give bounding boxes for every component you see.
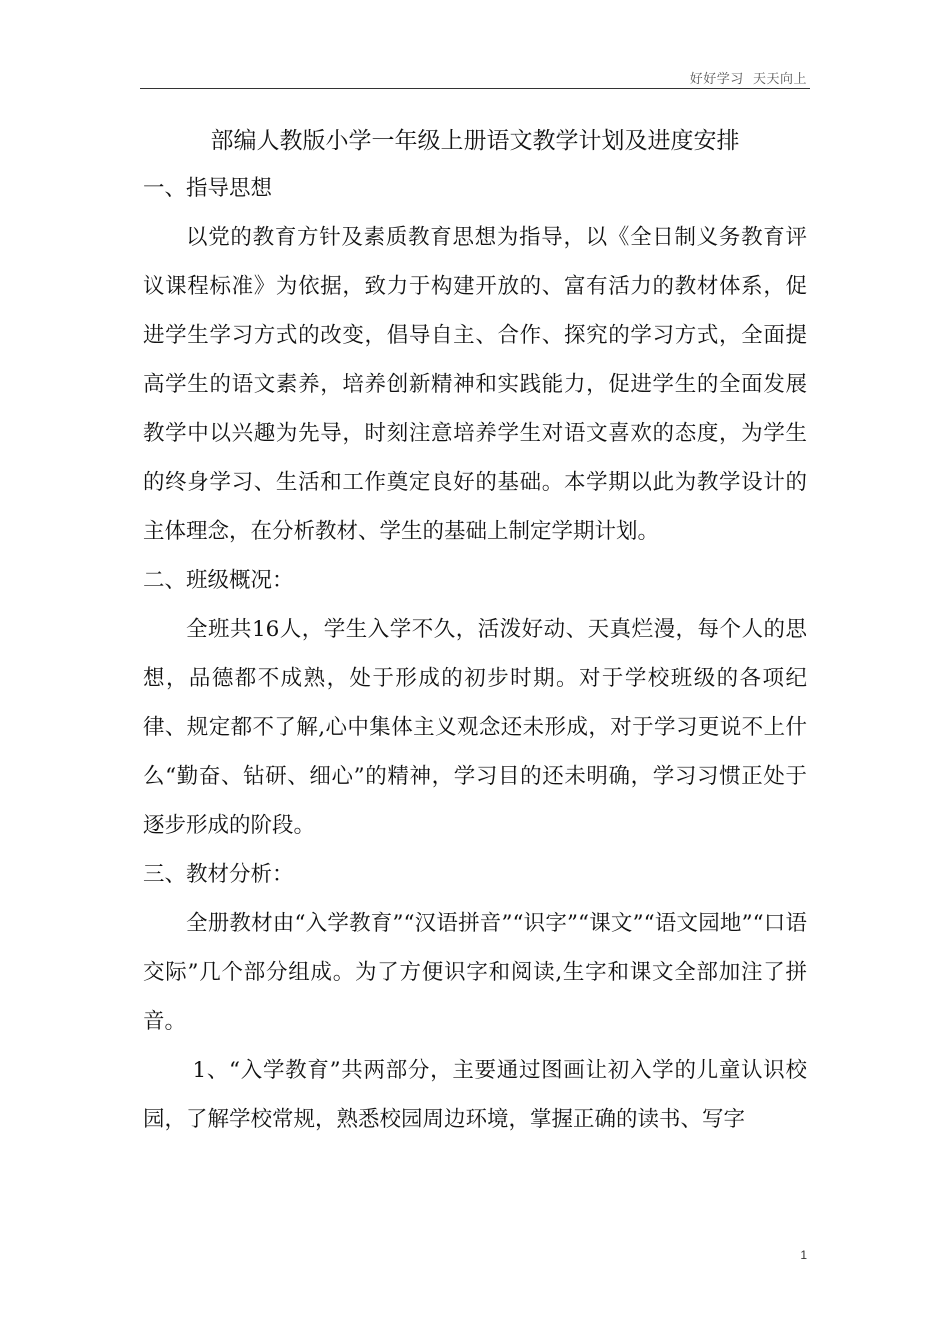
paragraph-class-overview: 全班共16人，学生入学不久，活泼好动、天真烂漫，每个人的思想，品德都不成熟，处于形成的初步时期。对于学校班级的各项纪律、规定都不了解,心中集体主义观念还未形成，对于学习更说不上什么“勤奋、钻研、细心”的精神，学习目的还未明确，学习习惯正处于逐步形成的阶段。 — [143, 617, 807, 838]
section-heading-class-overview: 二、班级概况： — [143, 568, 294, 593]
header-divider — [140, 88, 810, 89]
section-heading-guiding-ideology: 一、指导思想 — [143, 176, 273, 201]
section-heading-textbook-analysis: 三、教材分析： — [143, 862, 294, 887]
page-number: 1 — [800, 1248, 807, 1262]
paragraph-textbook-analysis: 全册教材由“入学教育”“汉语拼音”“识字”“课文”“语文园地”“口语交际”几个部分组成。为了方便识字和阅读,生字和课文全部加注了拼音。 — [143, 911, 807, 1034]
paragraph-item-entrance-education: 1、“入学教育”共两部分，主要通过图画让初入学的儿童认识校园，了解学校常规，熟悉校园周边环境，掌握正确的读书、写字 — [143, 1058, 807, 1132]
running-header: 好好学习 天天向上 — [689, 72, 807, 87]
document-title: 部编人教版小学一年级上册语文教学计划及进度安排 — [210, 128, 740, 154]
document-body — [143, 118, 807, 1144]
paragraph-guiding-ideology: 以党的教育方针及素质教育思想为指导，以《全日制义务教育评议课程标准》为依据，致力于构建开放的、富有活力的教材体系，促进学生学习方式的改变，倡导自主、合作、探究的学习方式，全面提高学生的语文素养，培养创新精神和实践能力，促进学生的全面发展教学中以兴趣为先导，时刻注意培养学生对语文喜欢的态度，为学生的终身学习、生活和工作奠定良好的基础。本学期以此为教学设计的主体理念，在分析教材、学生的基础上制定学期计划。 — [143, 225, 807, 544]
